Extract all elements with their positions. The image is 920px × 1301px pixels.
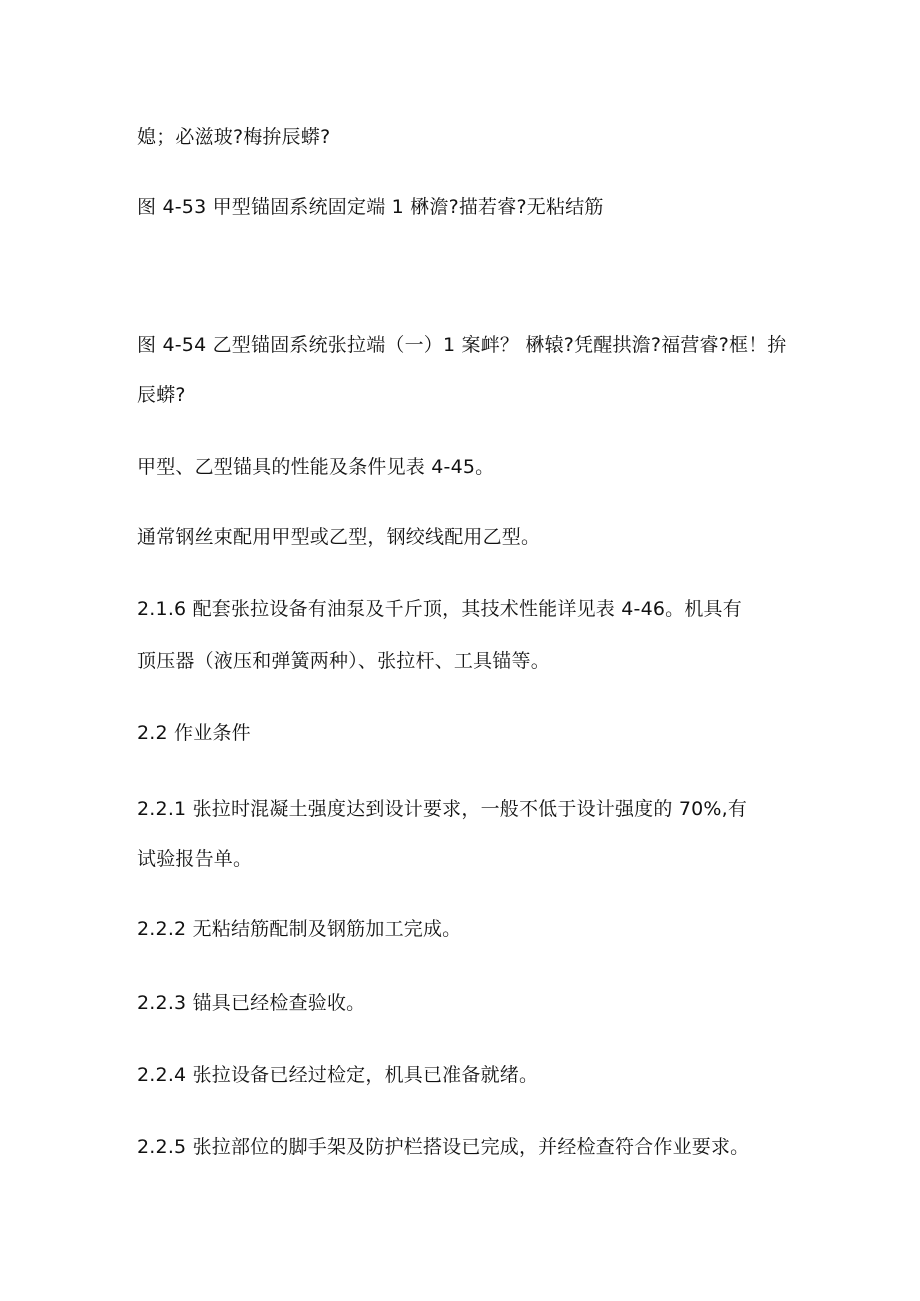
figure-4-54-caption: 图 4-54 乙型锚固系统张拉端（一）1 案衅？ 楙辕?凭醒拱澹?福营睿?框！拚 <box>137 334 787 356</box>
section-2-2-5-text: 2.2.5 张拉部位的脚手架及防护栏搭设已完成，并经检查符合作业要求。 <box>137 1136 750 1158</box>
section-2-2-3-text: 2.2.3 锚具已经检查验收。 <box>137 992 366 1014</box>
section-2-1-6-text-cont: 顶压器（液压和弹簧两种）、张拉杆、工具锚等。 <box>137 650 550 672</box>
section-2-1-6-text: 2.1.6 配套张拉设备有油泵及千斤顶，其技术性能详见表 4-46。机具有 <box>137 598 742 620</box>
anchor-performance-text: 甲型、乙型锚具的性能及条件见表 4-45。 <box>137 456 495 478</box>
section-2-2-2-text: 2.2.2 无粘结筋配制及钢筋加工完成。 <box>137 918 462 940</box>
garbled-caption-line: 媳；必滋玻?梅拚辰蟒? <box>137 126 331 148</box>
figure-4-53-caption: 图 4-53 甲型锚固系统固定端 1 楙澹?描若睿?无粘结筋 <box>137 196 604 218</box>
figure-4-54-caption-cont: 辰蟒? <box>137 384 186 406</box>
section-2-2-heading: 2.2 作业条件 <box>137 722 251 744</box>
section-2-2-1-text: 2.2.1 张拉时混凝土强度达到设计要求，一般不低于设计强度的 70%,有 <box>137 798 748 820</box>
anchor-usage-text: 通常钢丝束配用甲型或乙型，钢绞线配用乙型。 <box>137 526 541 548</box>
section-2-2-1-text-cont: 试验报告单。 <box>137 848 253 870</box>
section-2-2-4-text: 2.2.4 张拉设备已经过检定，机具已准备就绪。 <box>137 1064 539 1086</box>
